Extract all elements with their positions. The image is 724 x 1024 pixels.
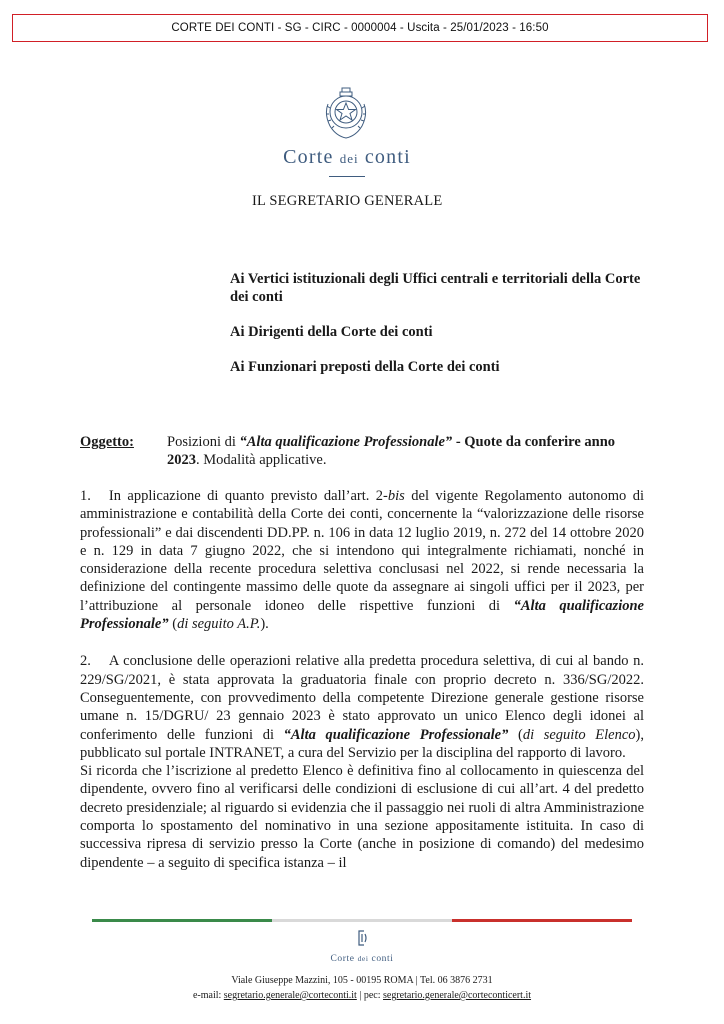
footer-tricolor-rule xyxy=(92,919,632,922)
footer-brand-dei: dei xyxy=(357,954,369,963)
flag-red xyxy=(452,919,632,922)
letter-body xyxy=(80,487,644,872)
recipient-line: Ai Vertici istituzionali degli Uffici centrali e territoriali della Corte dei conti xyxy=(230,271,641,305)
subject-post: . Modalità applicative. xyxy=(196,452,327,468)
republic-emblem-icon xyxy=(320,84,372,144)
brand-word-corte: Corte xyxy=(283,146,334,168)
email-link[interactable]: segretario.generale@corteconti.it xyxy=(223,990,357,1001)
p2-text-c: ), pubblicato sul portale INTRANET, a cura del Servizio per la disciplina del rapporto di lavoro. xyxy=(80,726,644,761)
subject-block xyxy=(80,433,644,469)
subject-bold: - Quote da conferire anno 2023 xyxy=(167,434,616,468)
p2-text-a: A conclusione delle operazioni relative alla predetta procedura selettiva, di cui al bando n. 229/SG/2021, è stata approvata la graduatoria finale con proprio decreto n. 336/SG/2022. Conseguentemente, con provvedimento della competente Direzione generale gestione risorse umane n. 15/DGRU/ 23 gennaio 2023 è stato approvato un unico Elenco degli idonei al conferimento delle funzioni di xyxy=(80,653,644,743)
paragraph-1 xyxy=(80,487,644,633)
p2-text-italic: di seguito Elenco xyxy=(522,726,636,743)
pec-label: | pec: xyxy=(356,990,383,1001)
paragraph-number: 2. xyxy=(80,653,91,670)
brand-underline xyxy=(329,176,365,177)
footer-address: Viale Giuseppe Mazzini, 105 - 00195 ROMA | Tel. 06 3876 2731 xyxy=(231,975,493,986)
subject-pre: Posizioni di xyxy=(167,434,240,450)
corte-dei-conti-logotype xyxy=(0,146,694,169)
protocol-stamp xyxy=(12,14,708,42)
paragraph-2 xyxy=(80,652,644,762)
recipient-line: Ai Dirigenti della Corte dei conti xyxy=(230,324,433,340)
p1-text-d: ). xyxy=(260,616,269,633)
footer-contacts xyxy=(0,990,724,1001)
pec-link[interactable]: segretario.generale@corteconticert.it xyxy=(383,990,532,1001)
p1-text-c: ( xyxy=(168,616,178,633)
footer-brand-conti: conti xyxy=(371,954,394,964)
recipient-line: Ai Funzionari preposti della Corte dei conti xyxy=(230,359,500,375)
flag-white xyxy=(272,919,452,922)
paragraph-3: Si ricorda che l’iscrizione al predetto Elenco è definitiva fino al collocamento in quiescenza del dipendente, ovvero fino al verificarsi delle condizioni di esclusione di cui all’art. 4 del predetto decreto presidenziale; al riguardo si evidenzia che il passaggio nei ruoli di altra Amministrazione comporta lo spostamento del nominativo in una sezione appositamente istituita. In caso di successiva ripresa di servizio presso la Corte (anche in posizione di comando) del medesimo dipendente – a seguito di specifica istanza – il xyxy=(80,763,644,871)
p2-text-b: ( xyxy=(508,726,523,743)
subject-text xyxy=(167,433,637,469)
recipients-block xyxy=(230,270,650,393)
footer-brand-corte: Corte xyxy=(330,954,355,964)
subject-label: Oggetto: xyxy=(80,434,134,450)
sender-title: IL SEGRETARIO GENERALE xyxy=(252,193,443,209)
brand-word-conti: conti xyxy=(364,146,411,168)
footer-emblem-icon xyxy=(355,929,369,947)
p1-emphasis: “Alta qualificazione Professionale” xyxy=(80,597,644,633)
paragraph-number: 1. xyxy=(80,488,91,504)
footer-logotype xyxy=(0,954,724,964)
protocol-stamp-text: CORTE DEI CONTI - SG - CIRC - 0000004 - Uscita - 25/01/2023 - 16:50 xyxy=(171,22,549,34)
p1-text-a: In applicazione di quanto previsto dall’art. 2- xyxy=(108,488,388,504)
p1-text-b: del vigente Regolamento autonomo di amministrazione e contabilità della Corte dei conti, concernente la “valorizzazione delle risorse professionali” e dai discendenti DD.PP. n. 106 in data 12 luglio 2019, n. 272 del 14 ottobre 2020 e n. 129 in data 7 giugno 2022, che si intendono qui integralmente richiamati, nonché in considerazione della recente procedura selettiva conclusasi nel 2022, si rende necessaria la definizione del contingente massimo delle quote da assegnare ai singoli uffici per il 2023, per l’attribuzione al personale idoneo delle rispettive funzioni di xyxy=(80,488,644,614)
brand-word-dei: dei xyxy=(339,151,359,166)
flag-green xyxy=(92,919,272,922)
p2-emphasis: “Alta qualificazione Professionale” xyxy=(283,726,509,743)
p1-text-italic: bis xyxy=(387,488,405,504)
email-label: e-mail: xyxy=(192,990,224,1001)
subject-emphasis: “Alta qualificazione Professionale” xyxy=(239,434,453,450)
p1-text-italic-2: di seguito A.P. xyxy=(177,616,261,633)
